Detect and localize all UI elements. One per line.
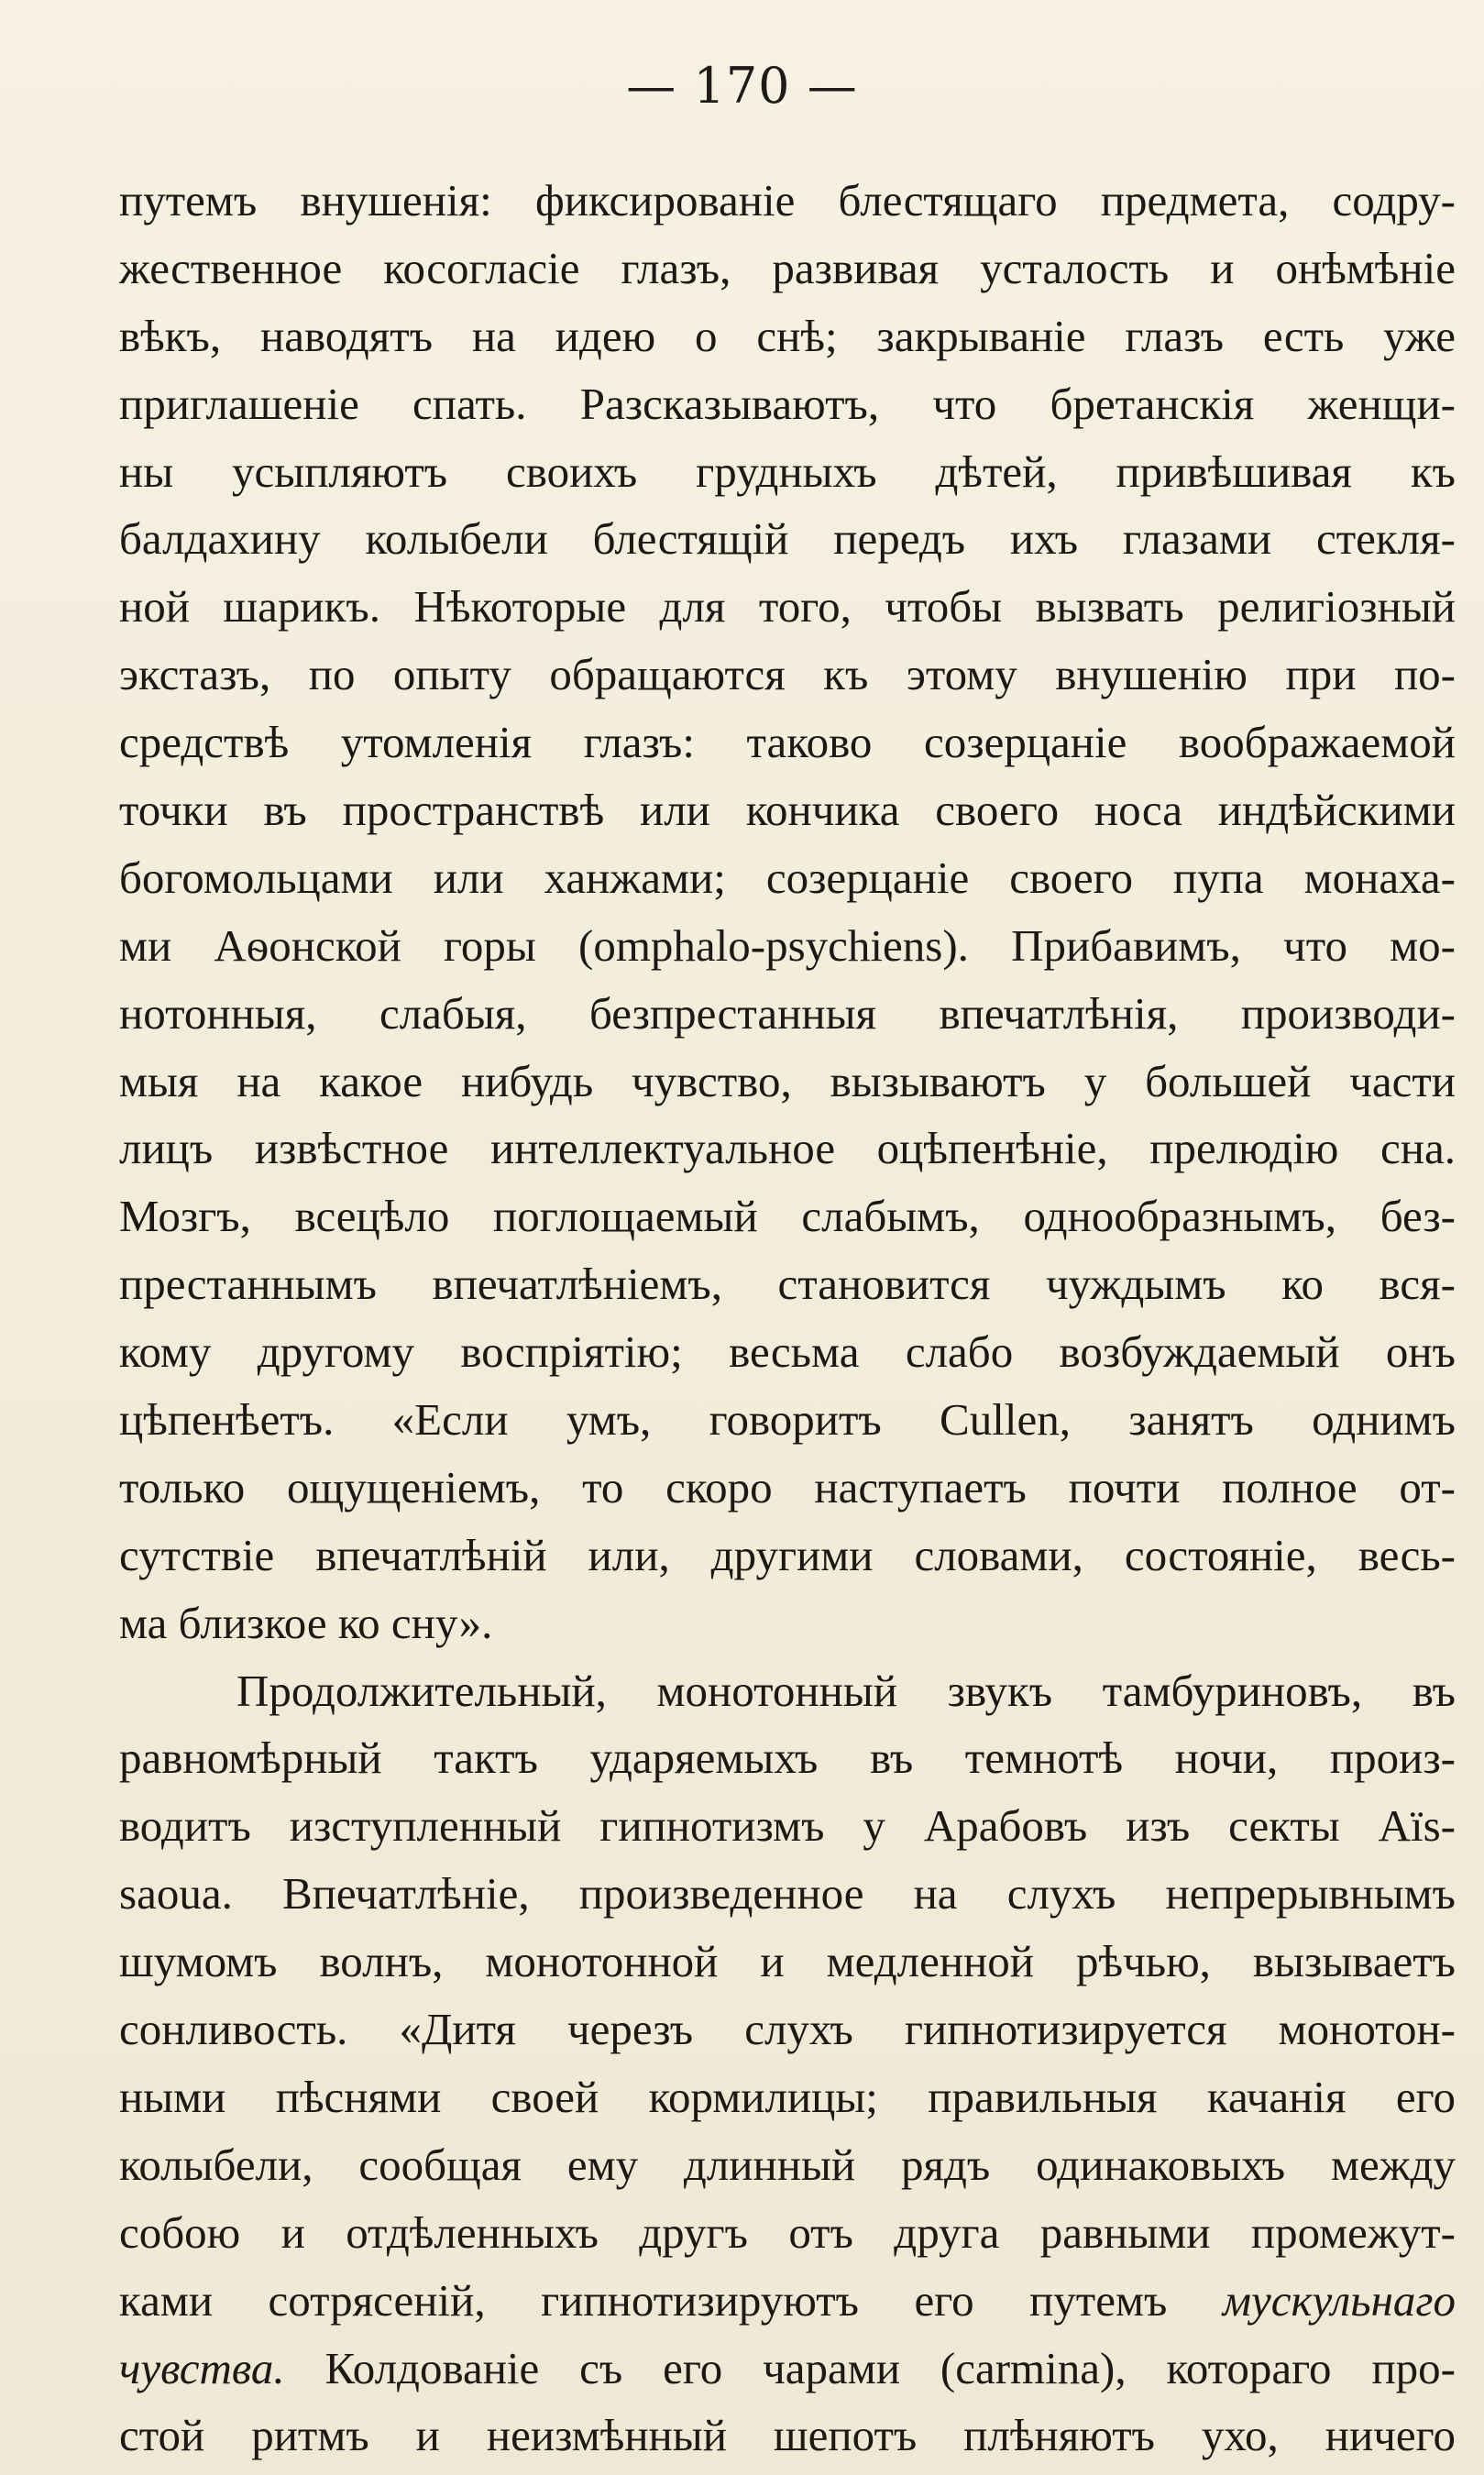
text-line: колыбели, сообщая ему длинный рядъ одинаковыхъ между — [119, 2139, 1456, 2190]
text-line: богомольцами или ханжами; созерцаніе своего пупа монаха- — [119, 852, 1456, 903]
italic-text-run: мускульнаго — [1222, 2274, 1456, 2326]
text-line: Продолжительный, монотонный звукъ тамбуриновъ, въ — [236, 1665, 1456, 1716]
text-line: ны усыпляютъ своихъ грудныхъ дѣтей, привѣшивая къ — [119, 446, 1456, 497]
text-line: равномѣрный тактъ ударяемыхъ въ темнотѣ ночи, произ- — [119, 1732, 1456, 1784]
text-run: ками сотрясеній, гипнотизируютъ его путемъ — [119, 2274, 1223, 2326]
text-run: стой ритмъ и неизмѣнный шепотъ плѣняютъ ухо, ничего — [119, 2410, 1456, 2461]
text-line: saoua. Впечатлѣніе, произведенное на слухъ непрерывнымъ — [119, 1868, 1456, 1920]
text-line: точки въ пространствѣ или кончика своего носа индѣйскими — [119, 785, 1456, 836]
text-line — [119, 2402, 1456, 2470]
text-line: лицъ извѣстное интеллектуальное оцѣпенѣніе, прелюдію сна. — [119, 1123, 1456, 1174]
text-line: ной шарикъ. Нѣкоторые для того, чтобы вызвать религіозный — [119, 581, 1456, 632]
text-line: сутствіе впечатлѣній или, другими словами, состояніе, весь- — [119, 1529, 1456, 1580]
text-line: ми Аѳонской горы (omphalo-psychiens). Прибавимъ, что мо- — [119, 919, 1456, 971]
text-line: средствѣ утомленія глазъ: таково созерцаніе воображаемой — [119, 717, 1456, 768]
text-line — [119, 2267, 1456, 2335]
text-line: мыя на какое нибудь чувство, вызываютъ у большей части — [119, 1055, 1456, 1106]
text-line: путемъ внушенія: фиксированіе блестящаго предмета, содру- — [119, 175, 1456, 226]
text-line: вѣкъ, наводятъ на идею о снѣ; закрываніе глазъ есть уже — [119, 310, 1456, 361]
text-line: приглашеніе спать. Разсказываютъ, что бретанскія женщи- — [119, 378, 1456, 429]
text-line: кому другому воспріятію; весьма слабо возбуждаемый онъ — [119, 1326, 1456, 1378]
text-line: нотонныя, слабыя, безпрестанныя впечатлѣнія, производи- — [119, 987, 1456, 1039]
text-line: собою и отдѣленныхъ другъ отъ друга равными промежут- — [119, 2206, 1456, 2258]
text-line: ными пѣснями своей кормилицы; правильныя качанія его — [119, 2071, 1456, 2122]
text-line: балдахину колыбели блестящій передъ ихъ глазами стекля- — [119, 513, 1456, 565]
text-line: экстазъ, по опыту обращаются къ этому внушенію при по- — [119, 649, 1456, 700]
text-line: водитъ изступленный гипнотизмъ у Арабовъ изъ секты Aïs- — [119, 1800, 1456, 1852]
text-line: только ощущеніемъ, то скоро наступаетъ почти полное от- — [119, 1461, 1456, 1512]
italic-text-run: чувства. — [119, 2342, 285, 2393]
body-text — [119, 167, 1456, 2470]
text-line: шумомъ волнъ, монотонной и медленной рѣчью, вызываетъ — [119, 1936, 1456, 1987]
text-run: Колдованіе съ его чарами (carmina), котораго про- — [284, 2342, 1456, 2393]
text-line: сонливость. «Дитя черезъ слухъ гипнотизируется монотон- — [119, 2004, 1456, 2055]
text-line — [119, 2335, 1456, 2403]
text-line: ма близкое ко сну». — [119, 1597, 493, 1648]
text-line: жественное косогласіе глазъ, развивая усталость и онѣмѣніе — [119, 242, 1456, 293]
page-number: — 170 — — [626, 57, 858, 115]
text-line: Мозгъ, всецѣло поглощаемый слабымъ, однообразнымъ, без- — [119, 1191, 1456, 1242]
text-line: престаннымъ впечатлѣніемъ, становится чуждымъ ко вся- — [119, 1259, 1456, 1310]
text-line: цѣпенѣетъ. «Если умъ, говоритъ Cullen, занятъ однимъ — [119, 1394, 1456, 1446]
